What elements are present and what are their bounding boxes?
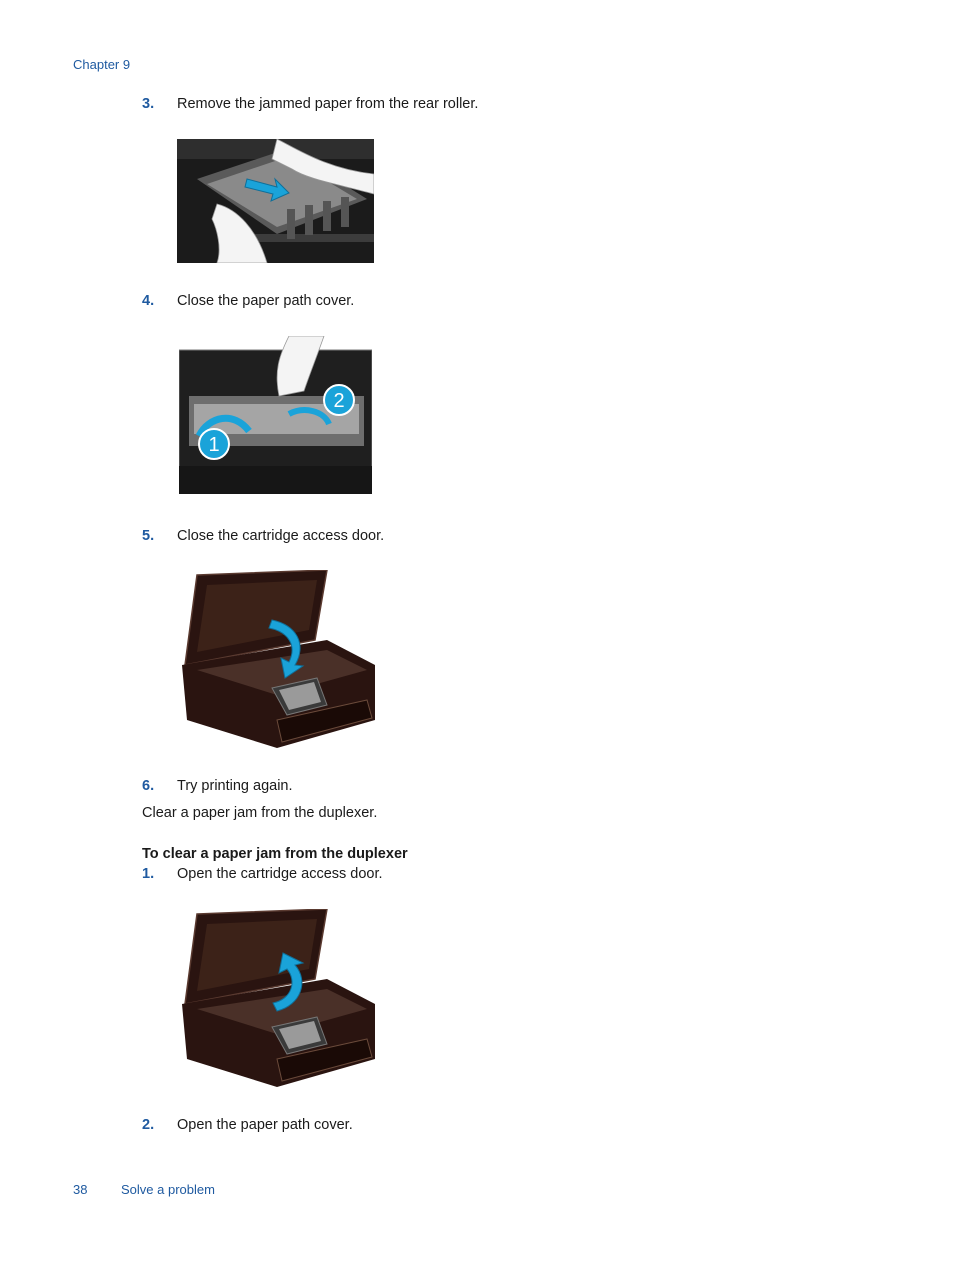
step-number: 2. (142, 1117, 155, 1133)
close-cartridge-door-figure (177, 570, 375, 748)
step-text: Open the cartridge access door. (177, 866, 383, 882)
callout-1: 1 (208, 434, 220, 456)
callout-2: 2 (333, 390, 345, 412)
step-text: Remove the jammed paper from the rear roller. (177, 96, 479, 112)
intro-paragraph: Clear a paper jam from the duplexer. (142, 805, 378, 821)
step-number: 3. (142, 96, 155, 112)
step-number: 6. (142, 778, 155, 794)
paper-path-cover-figure (179, 336, 372, 494)
footer-section: Solve a problem (121, 1182, 215, 1197)
step-number: 1. (142, 866, 155, 882)
step-text: Close the cartridge access door. (177, 528, 385, 544)
step-number: 4. (142, 293, 155, 309)
open-cartridge-door-figure (177, 909, 375, 1087)
section-heading: To clear a paper jam from the duplexer (142, 846, 408, 862)
step-text: Close the paper path cover. (177, 293, 355, 309)
step-text: Open the paper path cover. (177, 1117, 353, 1133)
chapter-header: Chapter 9 (73, 57, 131, 72)
step-text: Try printing again. (177, 778, 293, 794)
step-number: 5. (142, 528, 155, 544)
rear-roller-figure (177, 139, 374, 263)
page-number: 38 (73, 1182, 88, 1197)
